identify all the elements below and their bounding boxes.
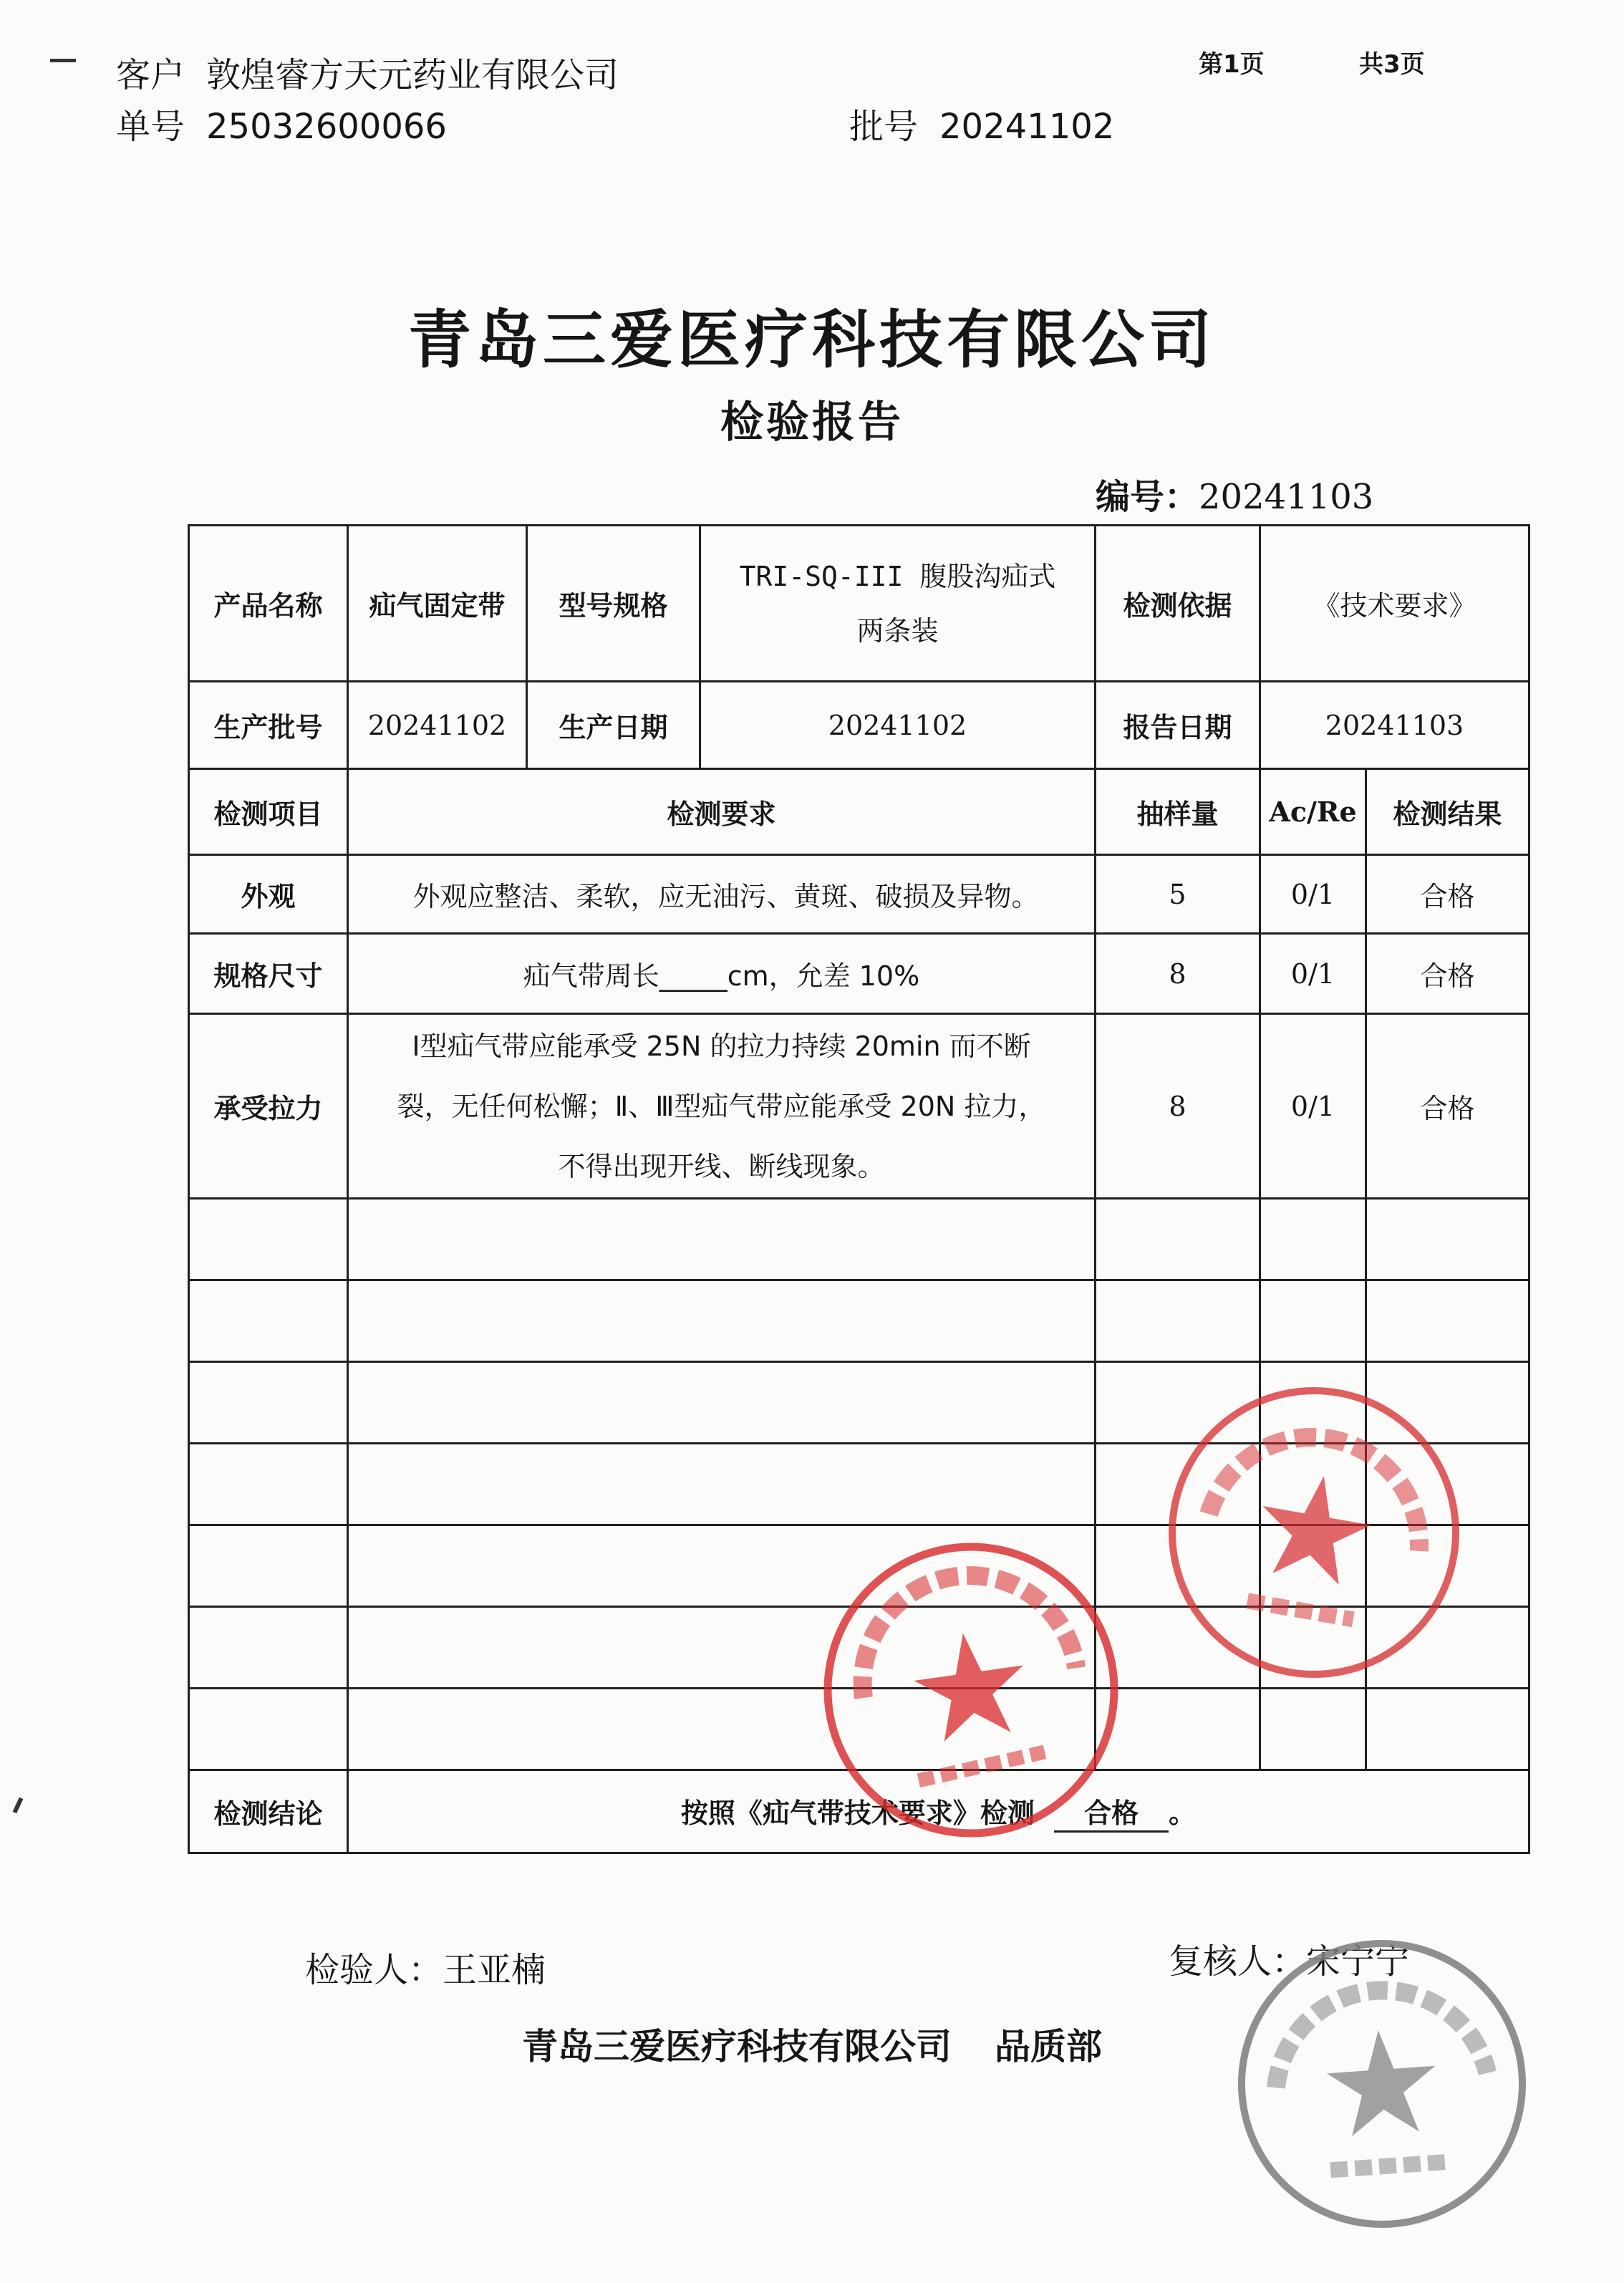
test-requirement: 疝气带周长_____cm，允差 10% <box>348 934 1096 1014</box>
report-number <box>1096 469 1373 518</box>
model-spec <box>700 526 1096 682</box>
report-number-value: 20241103 <box>1199 477 1374 517</box>
test-item: 承受拉力 <box>189 1014 348 1199</box>
basis-label: 检测依据 <box>1096 526 1260 682</box>
page-total: 共3页 <box>1359 50 1425 79</box>
test-acre: 0/1 <box>1260 855 1366 934</box>
test-item: 外观 <box>189 855 348 934</box>
test-requirement <box>348 1014 1096 1199</box>
inspector-name: 王亚楠 <box>443 1950 546 1990</box>
test-requirement: 外观应整洁、柔软，应无油污、黄斑、破损及异物。 <box>348 855 1096 934</box>
batch-label: 批号 <box>849 107 919 147</box>
table-row <box>189 934 1529 1014</box>
col-acre-header: Ac/Re <box>1260 769 1366 855</box>
seal-stamp-distributor <box>1153 1375 1475 1690</box>
order-line <box>116 99 447 148</box>
test-requirement-line: Ⅰ型疝气带应能承受 25N 的拉力持续 20min 而不断 <box>412 1030 1031 1062</box>
inspector-signature <box>305 1942 546 1992</box>
test-acre: 0/1 <box>1260 934 1366 1014</box>
batch-value: 20241102 <box>939 107 1115 147</box>
test-requirement-line: 裂，无任何松懈；Ⅱ、Ⅲ型疝气带应能承受 20N 拉力， <box>397 1090 1046 1122</box>
info-row-1 <box>189 526 1529 682</box>
col-sample-header: 抽样量 <box>1096 769 1260 855</box>
conclusion-suffix: 。 <box>1169 1797 1197 1829</box>
test-sample: 8 <box>1096 1014 1260 1199</box>
footer-company: 青岛三爱医疗科技有限公司 <box>522 2026 952 2067</box>
customer-line <box>116 47 619 97</box>
col-result-header: 检测结果 <box>1366 769 1529 855</box>
test-requirement-line: 不得出现开线、断线现象。 <box>558 1150 885 1182</box>
company-title: 青岛三爱医疗科技有限公司 <box>407 303 1216 377</box>
test-item: 规格尺寸 <box>189 934 348 1014</box>
lot-label: 生产批号 <box>189 682 348 769</box>
table-row <box>189 1014 1529 1199</box>
order-label: 单号 <box>116 107 185 147</box>
reviewer-name: 宋宁宁 <box>1306 1941 1410 1982</box>
col-item-header: 检测项目 <box>189 769 348 855</box>
test-result: 合格 <box>1366 1014 1529 1199</box>
test-result: 合格 <box>1366 934 1529 1014</box>
info-row-2 <box>189 682 1529 769</box>
scan-mark <box>13 1797 24 1813</box>
prod-date-label: 生产日期 <box>527 682 700 769</box>
test-sample: 8 <box>1096 934 1260 1014</box>
seal-stamp-customer <box>813 1533 1128 1848</box>
lot-value: 20241102 <box>348 682 527 769</box>
product-name: 疝气固定带 <box>348 526 527 682</box>
model-spec-line1: TRI-SQ-III 腹股沟疝式 <box>739 560 1056 592</box>
inspector-label: 检验人： <box>305 1950 443 1990</box>
prod-date-value: 20241102 <box>700 682 1096 769</box>
seal-stamp-manufacturer <box>1224 1926 1540 2241</box>
conclusion-prefix: 按照《疝气带技术要求》检测 <box>680 1797 1035 1829</box>
empty-row <box>189 1280 1529 1362</box>
footer-department: 品质部 <box>995 2026 1102 2067</box>
scan-mark <box>50 59 76 62</box>
report-date-label: 报告日期 <box>1096 682 1260 769</box>
table-row <box>189 855 1529 934</box>
model-spec-line2: 两条装 <box>856 614 939 647</box>
batch-line <box>849 99 1114 148</box>
model-label: 型号规格 <box>527 526 700 682</box>
reviewer-label: 复核人： <box>1169 1941 1307 1982</box>
basis-value: 《技术要求》 <box>1260 526 1529 682</box>
customer-label: 客户 <box>116 55 185 95</box>
column-header-row <box>189 769 1529 855</box>
empty-row <box>189 1199 1529 1280</box>
report-number-label: 编号： <box>1096 477 1199 517</box>
col-requirement-header: 检测要求 <box>348 769 1096 855</box>
page-current: 第1页 <box>1199 50 1265 79</box>
product-name-label: 产品名称 <box>189 526 348 682</box>
test-sample: 5 <box>1096 855 1260 934</box>
report-date-value: 20241103 <box>1260 682 1529 769</box>
test-acre: 0/1 <box>1260 1014 1366 1199</box>
conclusion-value: 合格 <box>1054 1791 1169 1833</box>
order-value: 25032600066 <box>206 107 447 147</box>
customer-value: 敦煌睿方天元药业有限公司 <box>206 55 619 95</box>
conclusion-label: 检测结论 <box>189 1770 348 1853</box>
test-result: 合格 <box>1366 855 1529 934</box>
report-title: 检验报告 <box>720 397 904 448</box>
